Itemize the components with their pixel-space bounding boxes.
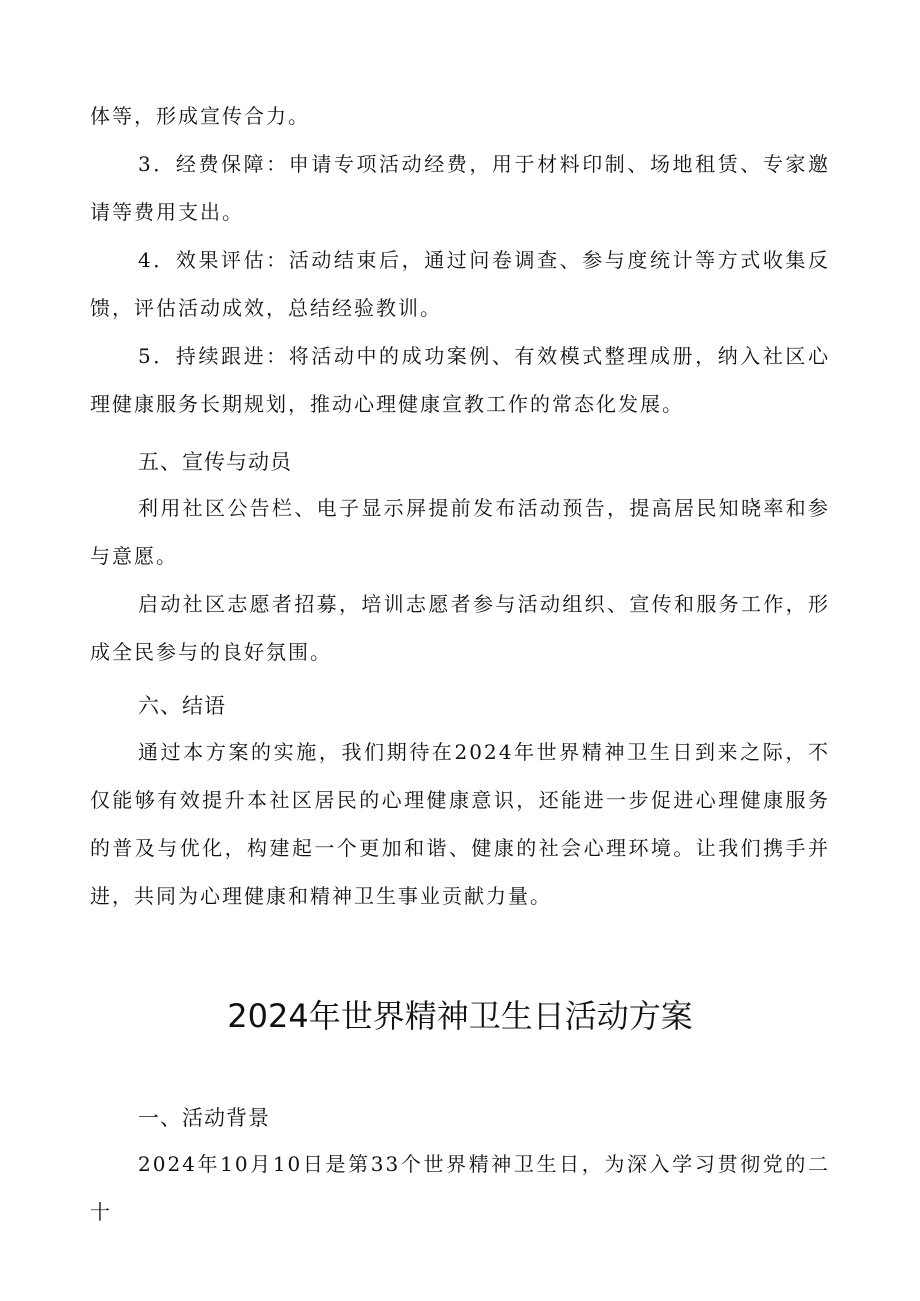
section-heading-background: 一、活动背景 [138,1106,270,1130]
paragraph-publicity-1: 利用社区公告栏、电子显示屏提前发布活动预告，提高居民知晓率和参与意愿。 [90,496,830,568]
document-title: 2024年世界精神卫生日活动方案 [227,997,693,1035]
section-heading-publicity: 五、宣传与动员 [138,450,292,474]
paragraph-conclusion: 通过本方案的实施，我们期待在2024年世界精神卫生日到来之际，不仅能够有效提升本社区居民的心理健康意识，还能进一步促进心理健康服务的普及与优化，构建起一个更加和谐、健康的社会心理环境。让我们携手并进，共同为心理健康和精神卫生事业贡献力量。 [90,740,830,908]
paragraph-background: 2024年10月10日是第33个世界精神卫生日，为深入学习贯彻党的二十 [90,1152,830,1224]
paragraph-item-5: 5．持续跟进：将活动中的成功案例、有效模式整理成册，纳入社区心理健康服务长期规划，推动心理健康宣教工作的常态化发展。 [90,344,830,416]
paragraph-publicity-2: 启动社区志愿者招募，培训志愿者参与活动组织、宣传和服务工作，形成全民参与的良好氛围。 [90,592,830,664]
paragraph-item-4: 4．效果评估：活动结束后，通过问卷调查、参与度统计等方式收集反馈，评估活动成效，总结经验教训。 [90,248,830,320]
paragraph-continuation: 体等，形成宣传合力。 [90,104,310,128]
paragraph-item-3: 3．经费保障：申请专项活动经费，用于材料印制、场地租赁、专家邀请等费用支出。 [90,152,830,224]
section-heading-conclusion: 六、结语 [138,694,226,718]
